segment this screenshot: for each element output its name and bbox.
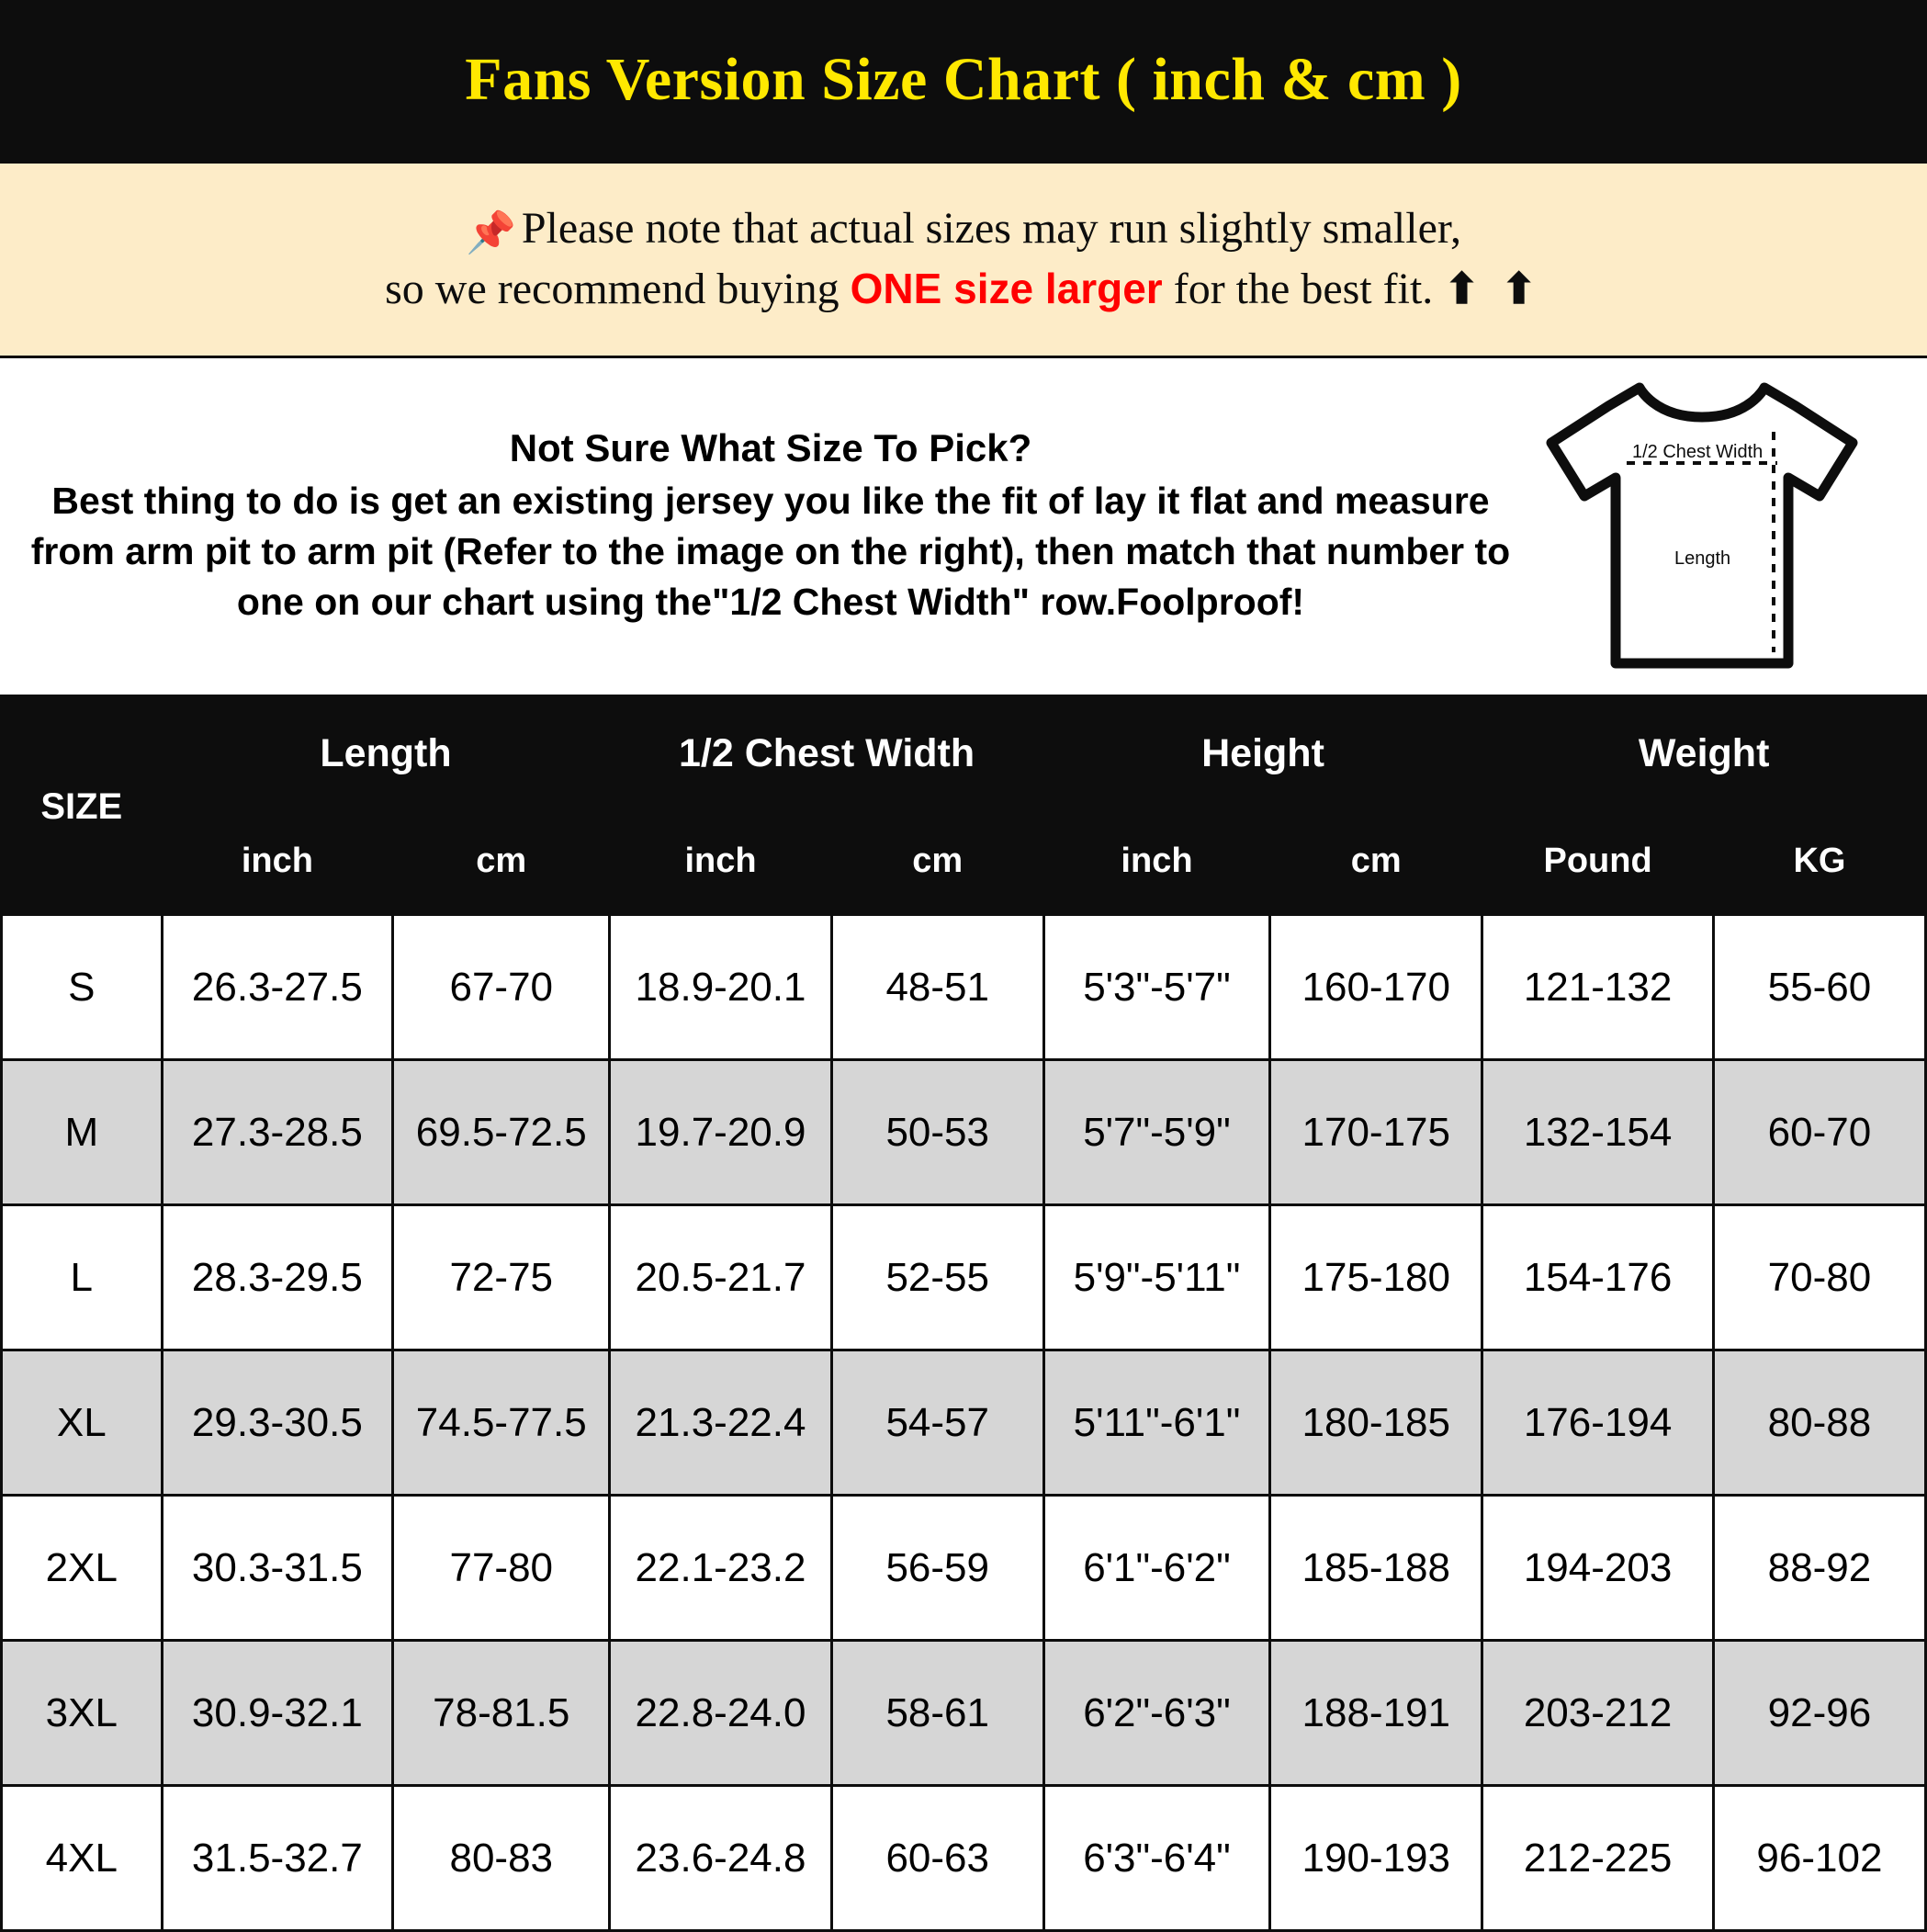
- cell-length-cm: 74.5-77.5: [393, 1350, 610, 1496]
- header-unit-weight-kg: KG: [1713, 808, 1925, 915]
- tshirt-diagram: [1532, 375, 1927, 678]
- cell-length-cm: 67-70: [393, 915, 610, 1060]
- cell-height-cm: 188-191: [1270, 1641, 1482, 1786]
- cell-height-cm: 185-188: [1270, 1496, 1482, 1641]
- table-row: [2, 1786, 1926, 1931]
- cell-chest-inch: 19.7-20.9: [610, 1060, 831, 1205]
- cell-size: S: [2, 915, 163, 1060]
- cell-height-inch: 6'2"-6'3": [1043, 1641, 1269, 1786]
- cell-weight-pound: 121-132: [1482, 915, 1714, 1060]
- measure-advice-text: [0, 426, 1532, 627]
- table-row: [2, 1496, 1926, 1641]
- table-row: [2, 1641, 1926, 1786]
- cell-weight-kg: 70-80: [1713, 1205, 1925, 1350]
- cell-weight-kg: 55-60: [1713, 915, 1925, 1060]
- header-group-weight: Weight: [1482, 700, 1926, 808]
- cell-length-cm: 78-81.5: [393, 1641, 610, 1786]
- table-row: [2, 1350, 1926, 1496]
- cell-length-cm: 69.5-72.5: [393, 1060, 610, 1205]
- header-unit-height-cm: cm: [1270, 808, 1482, 915]
- cell-height-inch: 5'3"-5'7": [1043, 915, 1269, 1060]
- cell-length-inch: 28.3-29.5: [162, 1205, 393, 1350]
- cell-length-inch: 29.3-30.5: [162, 1350, 393, 1496]
- cell-weight-kg: 88-92: [1713, 1496, 1925, 1641]
- size-table-head: [2, 700, 1926, 915]
- size-table-wrap: [0, 698, 1927, 1932]
- pin-icon: 📌: [466, 209, 516, 255]
- note-line-1: [466, 199, 1461, 260]
- cell-chest-inch: 18.9-20.1: [610, 915, 831, 1060]
- advice-body: Best thing to do is get an existing jersey you like the fit of lay it flat and measure from arm pit to arm pit (Refer to the image on the right), then match that number to one on our chart using the"1/2 Chest Width" row.Foolproof!: [30, 479, 1511, 623]
- cell-height-inch: 6'1"-6'2": [1043, 1496, 1269, 1641]
- note-line-2: [385, 260, 1542, 320]
- cell-weight-pound: 194-203: [1482, 1496, 1714, 1641]
- header-unit-chest-cm: cm: [831, 808, 1043, 915]
- cell-weight-pound: 203-212: [1482, 1641, 1714, 1786]
- header-row-groups: [2, 700, 1926, 808]
- cell-chest-cm: 48-51: [831, 915, 1043, 1060]
- tshirt-icon: [1537, 375, 1867, 678]
- cell-height-inch: 5'9"-5'11": [1043, 1205, 1269, 1350]
- cell-height-inch: 5'11"-6'1": [1043, 1350, 1269, 1496]
- cell-length-inch: 26.3-27.5: [162, 915, 393, 1060]
- cell-height-cm: 175-180: [1270, 1205, 1482, 1350]
- header-unit-height-inch: inch: [1043, 808, 1269, 915]
- advice-heading: Not Sure What Size To Pick?: [509, 425, 1032, 469]
- cell-weight-kg: 92-96: [1713, 1641, 1925, 1786]
- cell-chest-cm: 50-53: [831, 1060, 1043, 1205]
- cell-chest-cm: 54-57: [831, 1350, 1043, 1496]
- cell-length-inch: 27.3-28.5: [162, 1060, 393, 1205]
- cell-length-cm: 72-75: [393, 1205, 610, 1350]
- cell-chest-cm: 58-61: [831, 1641, 1043, 1786]
- cell-size: 2XL: [2, 1496, 163, 1641]
- cell-height-inch: 5'7"-5'9": [1043, 1060, 1269, 1205]
- cell-chest-inch: 20.5-21.7: [610, 1205, 831, 1350]
- note-line-2-prefix: so we recommend buying: [385, 265, 851, 314]
- header-group-height: Height: [1043, 700, 1482, 808]
- cell-chest-inch: 23.6-24.8: [610, 1786, 831, 1931]
- cell-height-cm: 180-185: [1270, 1350, 1482, 1496]
- header-unit-length-cm: cm: [393, 808, 610, 915]
- measure-advice-band: [0, 358, 1927, 698]
- cell-length-inch: 30.3-31.5: [162, 1496, 393, 1641]
- table-row: [2, 1060, 1926, 1205]
- arrow-up-icon: ⬆ ⬆: [1444, 266, 1542, 313]
- cell-height-cm: 190-193: [1270, 1786, 1482, 1931]
- size-table: [0, 698, 1927, 1932]
- length-label: Length: [1674, 548, 1731, 570]
- cell-height-cm: 160-170: [1270, 915, 1482, 1060]
- cell-chest-cm: 56-59: [831, 1496, 1043, 1641]
- cell-length-inch: 31.5-32.7: [162, 1786, 393, 1931]
- cell-size: XL: [2, 1350, 163, 1496]
- cell-height-inch: 6'3"-6'4": [1043, 1786, 1269, 1931]
- cell-weight-kg: 80-88: [1713, 1350, 1925, 1496]
- cell-chest-inch: 22.8-24.0: [610, 1641, 831, 1786]
- note-line-1-text: Please note that actual sizes may run slightly smaller,: [521, 203, 1461, 253]
- header-group-chest: 1/2 Chest Width: [610, 700, 1043, 808]
- cell-weight-pound: 212-225: [1482, 1786, 1714, 1931]
- cell-weight-pound: 176-194: [1482, 1350, 1714, 1496]
- cell-length-inch: 30.9-32.1: [162, 1641, 393, 1786]
- cell-chest-inch: 22.1-23.2: [610, 1496, 831, 1641]
- cell-size: 4XL: [2, 1786, 163, 1931]
- cell-length-cm: 77-80: [393, 1496, 610, 1641]
- cell-weight-pound: 132-154: [1482, 1060, 1714, 1205]
- cell-size: 3XL: [2, 1641, 163, 1786]
- cell-height-cm: 170-175: [1270, 1060, 1482, 1205]
- cell-size: L: [2, 1205, 163, 1350]
- note-highlight: ONE size larger: [850, 265, 1163, 313]
- cell-chest-inch: 21.3-22.4: [610, 1350, 831, 1496]
- chart-title-bar: [0, 0, 1927, 161]
- table-row: [2, 915, 1926, 1060]
- cell-length-cm: 80-83: [393, 1786, 610, 1931]
- note-line-2-suffix: for the best fit.: [1162, 265, 1445, 314]
- cell-chest-cm: 60-63: [831, 1786, 1043, 1931]
- size-note-band: [0, 161, 1927, 359]
- table-row: [2, 1205, 1926, 1350]
- chest-width-label: 1/2 Chest Width: [1632, 442, 1764, 463]
- cell-size: M: [2, 1060, 163, 1205]
- cell-weight-pound: 154-176: [1482, 1205, 1714, 1350]
- header-unit-chest-inch: inch: [610, 808, 831, 915]
- cell-weight-kg: 60-70: [1713, 1060, 1925, 1205]
- page-title: Fans Version Size Chart ( inch & cm ): [465, 46, 1462, 114]
- header-unit-weight-pound: Pound: [1482, 808, 1714, 915]
- header-group-length: Length: [162, 700, 610, 808]
- cell-weight-kg: 96-102: [1713, 1786, 1925, 1931]
- header-row-units: [2, 808, 1926, 915]
- cell-chest-cm: 52-55: [831, 1205, 1043, 1350]
- size-table-body: [2, 915, 1926, 1931]
- header-unit-length-inch: inch: [162, 808, 393, 915]
- header-size: SIZE: [2, 700, 163, 915]
